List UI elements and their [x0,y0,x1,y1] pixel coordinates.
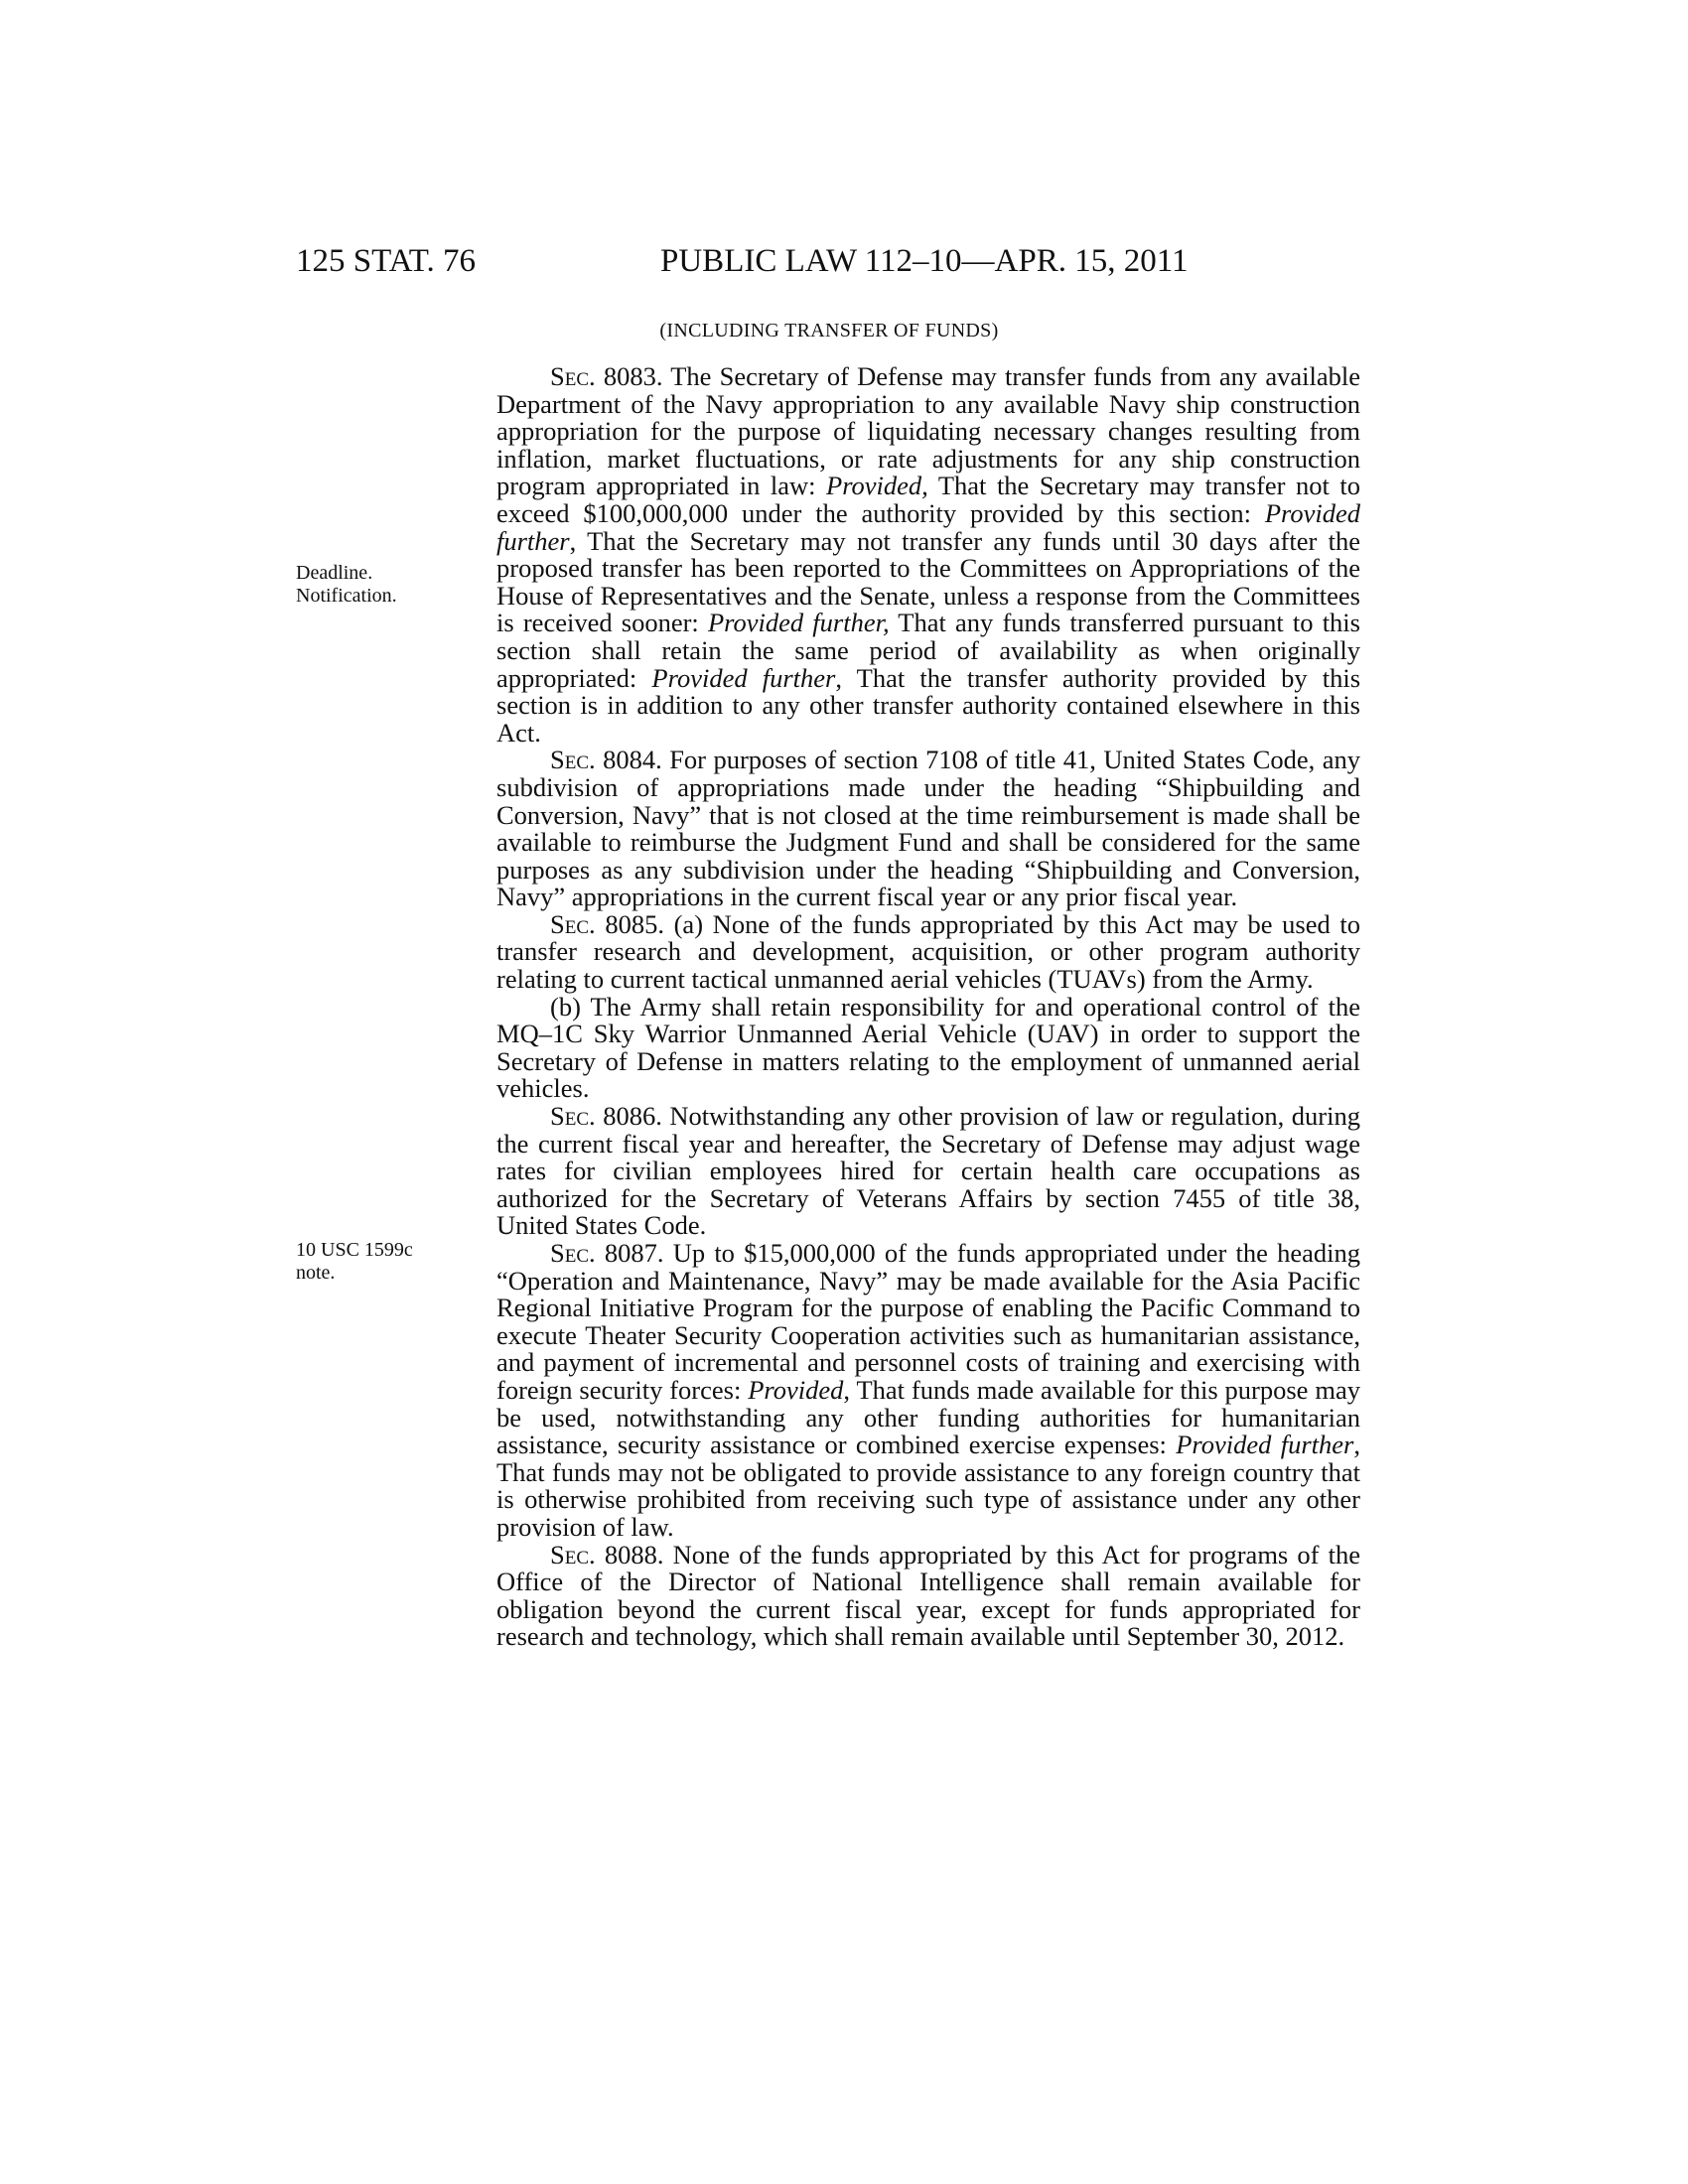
section-text: , That the Secretary may not transfer any funds until 30 days after the proposed transfer has been reported to the Committees on Appropriations of the House of Representatives and the Senate, unless a response from the Committees is received sooner: [496,525,1360,638]
proviso: Provided further [651,662,836,693]
section-number: 8086. [603,1101,662,1132]
section-8083 [496,363,1360,747]
margin-note-line: Notification. [296,585,397,607]
section-text: , That funds may not be obligated to provide assistance to any foreign country that is otherwise prohibited from receiving such type of assistance under any other provision of law. [496,1430,1360,1542]
section-8086 [496,1103,1360,1240]
section-text: Up to $15,000,000 of the funds appropriated under the heading “Operation and Maintenance, Navy” may be made available for the Asia Pacific Regional Initiative Program for the purpose of enabling the Pacific Command to execute Theater Security Cooperation activities such as humanitarian assistance, and payment of incremental and personnel costs of training and exercising with foreign security forces: [496,1238,1360,1405]
section-number: 8083. [603,361,663,391]
section-label: Sec. [550,908,596,939]
margin-note-deadline [296,562,397,608]
section-8085 [496,908,1360,995]
section-8088 [496,1539,1361,1652]
section-number: 8084. [603,745,662,775]
section-number: 8088. [604,1539,664,1570]
section-label: Sec. [550,745,596,775]
section-text: For purposes of section 7108 of title 41, United States Code, any subdivision of appropriations made under the heading “Shipbuilding and Conversion, Navy” that is not closed at the time reimbursement is made shall be available to reimburse the Judgment Fund and shall be considered for the same purposes as any subdivision under the heading “Shipbuilding and Conversion, Navy” appropriations in the current fiscal year or any prior fiscal year. [496,745,1360,912]
section-text: The Secretary of Defense may transfer funds from any available Department of the Navy appropriation to any available Navy ship construction appropriation for the purpose of liquidating necessary changes resulting from inflation, market fluctuations, or rate adjustments for any ship construction program appropriated in law: [496,361,1360,501]
proviso: Provided further [496,497,1360,556]
statute-page-number: 125 STAT. 76 [296,243,477,279]
section-subheading: (INCLUDING TRANSFER OF FUNDS) [659,320,999,341]
section-text: None of the funds appropriated by this Act for programs of the Office of the Director of National Intelligence shall remain available for obligation beyond the current fiscal year, except for funds appropriated for research and technology, which shall remain available until September 30, 2012. [496,1539,1361,1652]
proviso: Provided further [1176,1430,1354,1460]
margin-note-usc [296,1239,413,1285]
section-8084 [496,747,1360,911]
section-label: Sec. [550,1238,596,1268]
section-text: That any funds transferred pursuant to this section shall retain the same period of availability as when originally appropriated: [496,608,1360,693]
public-law-title: PUBLIC LAW 112–10—APR. 15, 2011 [660,243,1189,279]
margin-note-line: Deadline. [296,562,373,584]
section-text: , That funds made available for this purpose may be used, notwithstanding any other funding authorities for humanitarian assistance, security assistance or combined exercise expenses: [496,1374,1360,1460]
document-body [496,363,1360,1651]
section-8085-b: (b) The Army shall retain responsibility for and operational control of the MQ–1C Sky Warrior Unmanned Aerial Vehicle (UAV) in order to support the Secretary of Defense in matters relating to the employment of unmanned aerial vehicles. [496,991,1360,1104]
margin-note-line: 10 USC 1599c [296,1239,413,1261]
section-label: Sec. [550,1539,596,1570]
proviso: Provided further, [707,608,890,638]
proviso: Provided, [826,471,928,501]
page-header [296,241,1368,281]
section-number: 8087. [604,1238,664,1268]
section-text: That the Secretary may transfer not to exceed $100,000,000 under the authority provided by this section: [496,471,1361,528]
section-text: Notwithstanding any other provision of law or regulation, during the current fiscal year and hereafter, the Secretary of Defense may adjust wage rates for civilian employees hired for certain health care occupations as authorized for the Secretary of Veterans Affairs by section 7455 of title 38, United States Code. [496,1101,1360,1241]
section-number: 8085. [605,908,664,939]
margin-note-line: note. [296,1262,336,1284]
section-label: Sec. [550,361,596,391]
proviso: Provided [748,1374,844,1405]
section-text: (a) None of the funds appropriated by this Act may be used to transfer research and development, acquisition, or other program authority relating to current tactical unmanned aerial vehicles (TUAVs) from the Army. [496,908,1360,995]
section-text: , That the transfer authority provided by this section is in addition to any other transfer authority contained elsewhere in this Act. [496,662,1361,748]
section-label: Sec. [550,1101,596,1132]
section-8087 [496,1240,1360,1542]
